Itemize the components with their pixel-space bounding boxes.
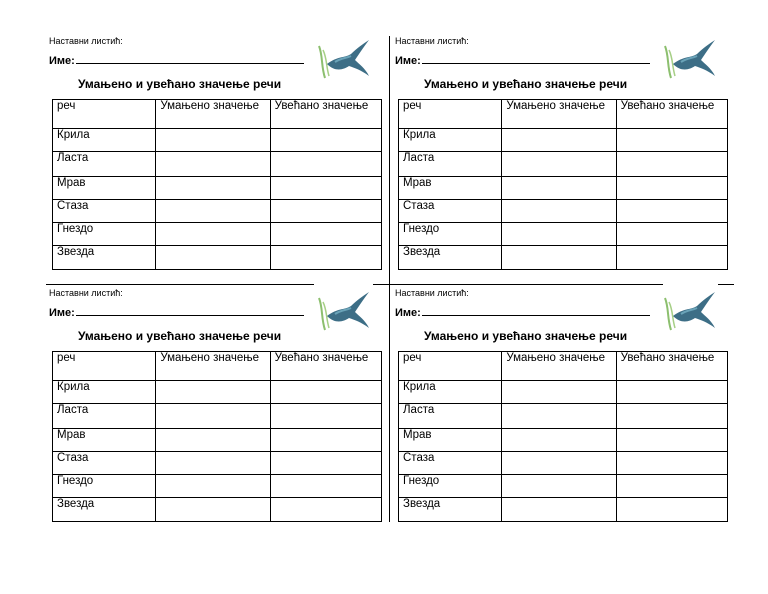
answer-cell[interactable]	[616, 200, 727, 223]
answer-cell[interactable]	[502, 152, 616, 177]
worksheet-subtitle: Умањено и увећано значење речи	[78, 329, 282, 343]
header-augmentative: Увећано значење	[270, 352, 381, 381]
worksheet-subtitle: Умањено и увећано значење речи	[424, 77, 628, 91]
answer-cell[interactable]	[156, 152, 270, 177]
answer-cell[interactable]	[156, 177, 270, 200]
word-cell: Звезда	[399, 246, 502, 270]
header-word: реч	[399, 352, 502, 381]
word-cell: Стаза	[399, 200, 502, 223]
word-cell: Мрав	[53, 429, 156, 452]
name-label: Име:	[49, 307, 75, 319]
answer-cell[interactable]	[270, 404, 381, 429]
word-cell: Ласта	[399, 404, 502, 429]
answer-cell[interactable]	[270, 475, 381, 498]
swallow-bird-icon	[661, 36, 717, 82]
answer-cell[interactable]	[502, 404, 616, 429]
answer-cell[interactable]	[616, 429, 727, 452]
answer-cell[interactable]	[270, 129, 381, 152]
answer-cell[interactable]	[270, 498, 381, 522]
answer-cell[interactable]	[156, 452, 270, 475]
answer-cell[interactable]	[502, 475, 616, 498]
answer-cell[interactable]	[270, 177, 381, 200]
word-cell: Мрав	[399, 177, 502, 200]
answer-cell[interactable]	[156, 429, 270, 452]
answer-cell[interactable]	[616, 223, 727, 246]
worksheet-bottom-left	[45, 288, 385, 528]
word-cell: Крила	[53, 129, 156, 152]
answer-cell[interactable]	[156, 246, 270, 270]
answer-cell[interactable]	[616, 381, 727, 404]
name-line[interactable]	[76, 53, 304, 64]
answer-cell[interactable]	[270, 200, 381, 223]
answer-cell[interactable]	[156, 475, 270, 498]
answer-cell[interactable]	[616, 177, 727, 200]
worksheet-top-right	[391, 36, 731, 276]
answer-cell[interactable]	[502, 200, 616, 223]
word-cell: Звезда	[53, 498, 156, 522]
answer-cell[interactable]	[616, 246, 727, 270]
word-cell: Крила	[399, 381, 502, 404]
answer-cell[interactable]	[616, 404, 727, 429]
word-cell: Гнездо	[53, 475, 156, 498]
header-augmentative: Увећано значење	[616, 100, 727, 129]
worksheet-label: Наставни листић:	[395, 288, 469, 298]
swallow-bird-icon	[315, 288, 371, 334]
answer-cell[interactable]	[502, 452, 616, 475]
answer-cell[interactable]	[502, 498, 616, 522]
name-field[interactable]	[49, 53, 304, 67]
header-augmentative: Увећано значење	[270, 100, 381, 129]
word-cell: Ласта	[53, 152, 156, 177]
answer-cell[interactable]	[502, 223, 616, 246]
word-cell: Звезда	[53, 246, 156, 270]
header-diminutive: Умањено значење	[156, 352, 270, 381]
word-cell: Стаза	[53, 452, 156, 475]
worksheet-label: Наставни листић:	[49, 36, 123, 46]
answer-cell[interactable]	[270, 429, 381, 452]
word-cell: Стаза	[53, 200, 156, 223]
answer-cell[interactable]	[502, 381, 616, 404]
answer-cell[interactable]	[502, 129, 616, 152]
header-diminutive: Умањено значење	[502, 100, 616, 129]
name-label: Име:	[395, 307, 421, 319]
words-table	[398, 351, 728, 522]
word-cell: Гнездо	[53, 223, 156, 246]
words-table	[52, 99, 382, 270]
worksheet-top-left	[45, 36, 385, 276]
word-cell: Мрав	[53, 177, 156, 200]
answer-cell[interactable]	[616, 475, 727, 498]
answer-cell[interactable]	[616, 452, 727, 475]
worksheet-label: Наставни листић:	[49, 288, 123, 298]
answer-cell[interactable]	[502, 246, 616, 270]
answer-cell[interactable]	[270, 223, 381, 246]
answer-cell[interactable]	[270, 246, 381, 270]
answer-cell[interactable]	[616, 498, 727, 522]
answer-cell[interactable]	[156, 404, 270, 429]
name-label: Име:	[49, 55, 75, 67]
answer-cell[interactable]	[616, 152, 727, 177]
word-cell: Гнездо	[399, 475, 502, 498]
answer-cell[interactable]	[616, 129, 727, 152]
horizontal-divider-middle	[373, 284, 663, 285]
worksheet-subtitle: Умањено и увећано значење речи	[424, 329, 628, 343]
header-word: реч	[399, 100, 502, 129]
word-cell: Звезда	[399, 498, 502, 522]
worksheet-bottom-right	[391, 288, 731, 528]
answer-cell[interactable]	[502, 177, 616, 200]
name-label: Име:	[395, 55, 421, 67]
answer-cell[interactable]	[156, 498, 270, 522]
name-field[interactable]	[395, 53, 650, 67]
header-word: реч	[53, 352, 156, 381]
name-line[interactable]	[422, 305, 650, 316]
word-cell: Крила	[399, 129, 502, 152]
name-line[interactable]	[76, 305, 304, 316]
words-table	[52, 351, 382, 522]
swallow-bird-icon	[661, 288, 717, 334]
name-field[interactable]	[395, 305, 650, 319]
word-cell: Мрав	[399, 429, 502, 452]
word-cell: Гнездо	[399, 223, 502, 246]
words-table	[398, 99, 728, 270]
answer-cell[interactable]	[270, 452, 381, 475]
header-augmentative: Увећано значење	[616, 352, 727, 381]
worksheet-label: Наставни листић:	[395, 36, 469, 46]
horizontal-divider-left	[46, 284, 314, 285]
word-cell: Ласта	[399, 152, 502, 177]
word-cell: Ласта	[53, 404, 156, 429]
answer-cell[interactable]	[156, 381, 270, 404]
vertical-divider	[389, 36, 390, 522]
answer-cell[interactable]	[156, 129, 270, 152]
header-diminutive: Умањено значење	[156, 100, 270, 129]
answer-cell[interactable]	[502, 429, 616, 452]
worksheet-subtitle: Умањено и увећано значење речи	[78, 77, 282, 91]
answer-cell[interactable]	[156, 223, 270, 246]
answer-cell[interactable]	[270, 152, 381, 177]
answer-cell[interactable]	[270, 381, 381, 404]
name-line[interactable]	[422, 53, 650, 64]
horizontal-divider-right	[718, 284, 734, 285]
header-word: реч	[53, 100, 156, 129]
word-cell: Стаза	[399, 452, 502, 475]
answer-cell[interactable]	[156, 200, 270, 223]
name-field[interactable]	[49, 305, 304, 319]
header-diminutive: Умањено значење	[502, 352, 616, 381]
swallow-bird-icon	[315, 36, 371, 82]
word-cell: Крила	[53, 381, 156, 404]
